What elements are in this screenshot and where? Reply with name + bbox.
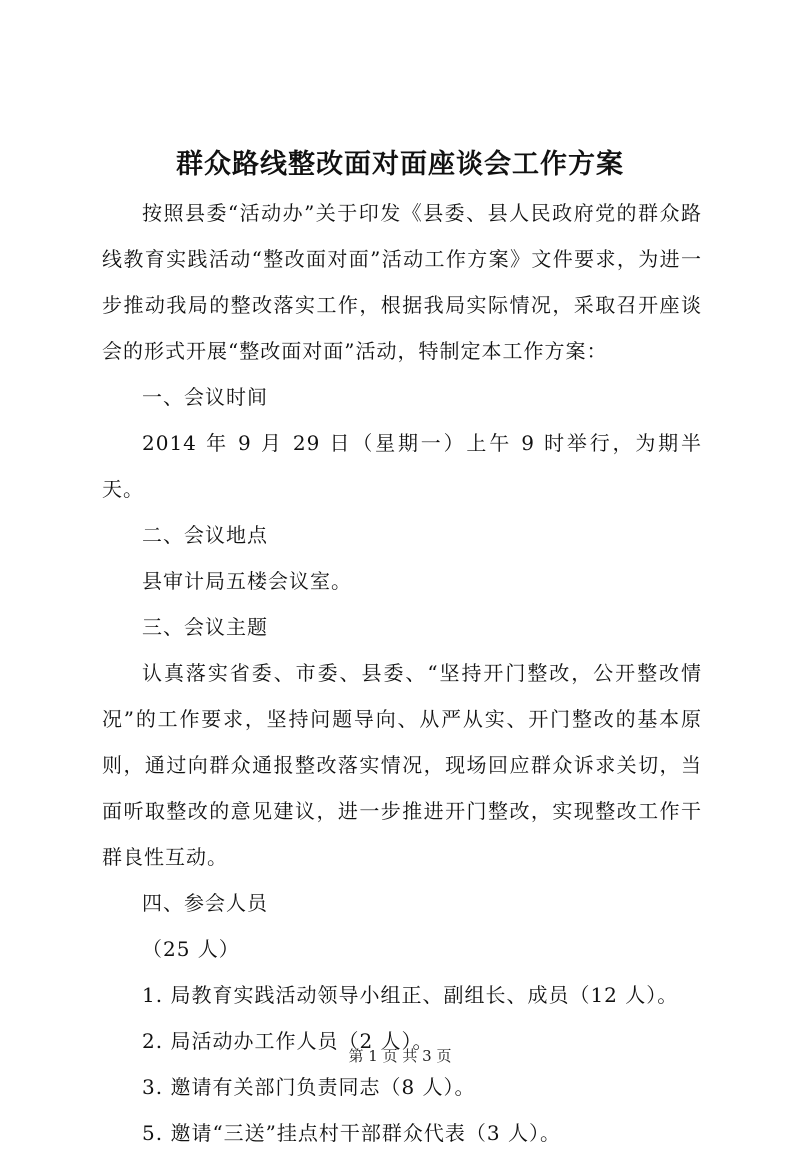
attendee-item: 5. 邀请“三送”挂点村干部群众代表（3 人）。	[142, 1121, 561, 1145]
attendees-total: （25 人）	[142, 937, 240, 961]
section-content-time: 2014 年 9 月 29 日（星期一）上午 9 时举行，为期半天。	[102, 431, 702, 501]
section-content-theme: 认真落实省委、市委、县委、“坚持开门整改，公开整改情况”的工作要求，坚持问题导向、从严从实、开门整改的基本原则，通过向群众通报整改落实情况，现场回应群众诉求关切，当面听取整改的意见建议，进一步推进开门整改，实现整改工作干群良性互动。	[102, 661, 702, 869]
section-heading-time: 一、会议时间	[142, 385, 268, 409]
section-content-location: 县审计局五楼会议室。	[142, 569, 352, 593]
intro-paragraph: 按照县委“活动办”关于印发《县委、县人民政府党的群众路线教育实践活动“整改面对面”活动工作方案》文件要求，为进一步推动我局的整改落实工作，根据我局实际情况，采取召开座谈会的形式开展“整改面对面”活动，特制定本工作方案：	[102, 201, 702, 363]
section-heading-theme: 三、会议主题	[142, 615, 268, 639]
document-title: 群众路线整改面对面座谈会工作方案	[176, 149, 624, 180]
page-footer: 第 1 页 共 3 页	[348, 1047, 452, 1065]
document-body	[102, 190, 702, 1156]
attendee-item: 3. 邀请有关部门负责同志（8 人）。	[142, 1075, 476, 1099]
section-heading-location: 二、会议地点	[142, 523, 268, 547]
section-heading-attendees: 四、参会人员	[142, 891, 268, 915]
attendee-item: 2. 局活动办工作人员（2 人）。	[142, 1029, 434, 1053]
attendee-item: 1. 局教育实践活动领导小组正、副组长、成员（12 人）。	[142, 983, 679, 1007]
